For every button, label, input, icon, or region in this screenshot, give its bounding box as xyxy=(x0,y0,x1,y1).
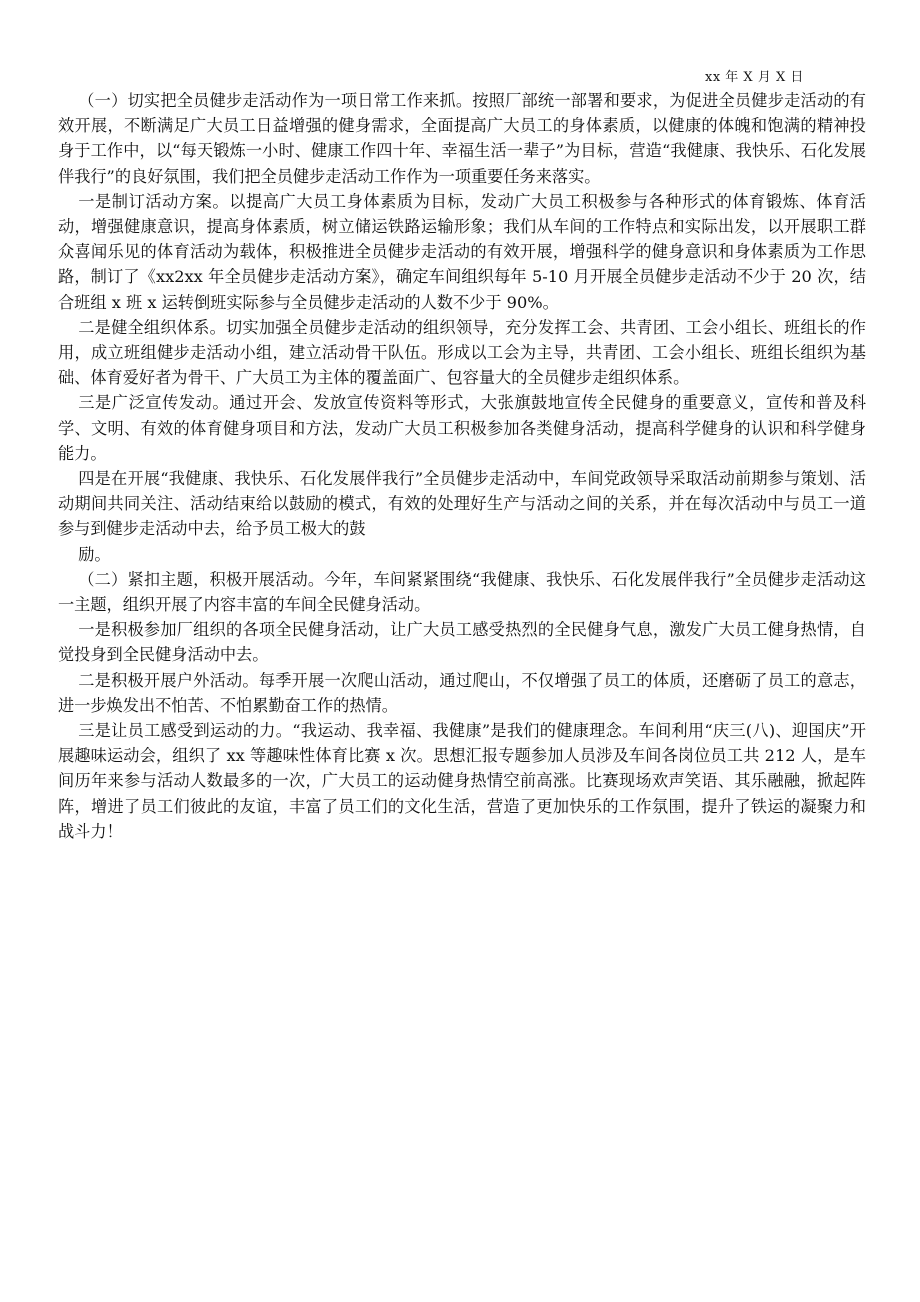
paragraph-continuation: 励。 xyxy=(78,544,111,564)
paragraph-factory-activities: 一是积极参加厂组织的各项全民健身活动，让广大员工感受热烈的全民健身气息，激发广大员工健身热情，自觉投身到全民健身活动中去。 xyxy=(58,620,866,665)
paragraph-section-2-intro: （二）紧扣主题，积极开展活动。今年，车间紧紧围绕“我健康、我快乐、石化发展伴我行”全员健步走活动这一主题，组织开展了内容丰富的车间全民健身活动。 xyxy=(58,569,866,615)
paragraph-publicity: 三是广泛宣传发动。通过开会、发放宣传资料等形式，大张旗鼓地宣传全民健身的重要意义，宣传和普及科学、文明、有效的体育健身项目和方法，发动广大员工积极参加各类健身活动，提高科学健身的认识和科学健身能力。 xyxy=(58,393,866,463)
paragraph-leadership-participation: 四是在开展“我健康、我快乐、石化发展伴我行”全员健步走活动中，车间党政领导采取活动前期参与策划、活动期间共同关注、活动结束给以鼓励的模式，有效的处理好生产与活动之间的关系，并在每次活动中与员工一道参与到健步走活动中去，给予员工极大的鼓 xyxy=(58,469,866,539)
document-date: xx 年 X 月 X 日 xyxy=(705,70,804,85)
paragraph-section-1-intro: （一）切实把全员健步走活动作为一项日常工作来抓。按照厂部统一部署和要求，为促进全员健步走活动的有效开展，不断满足广大员工日益增强的健身需求，全面提高广大员工的身体素质，以健康的体魄和饱满的精神投身于工作中，以“每天锻炼一小时、健康工作四十年、幸福生活一辈子”为目标，营造“我健康、我快乐、石化发展伴我行”的良好氛围，我们把全员健步走活动工作作为一项重要任务来落实。 xyxy=(58,91,866,186)
paragraph-organization-system: 二是健全组织体系。切实加强全员健步走活动的组织领导，充分发挥工会、共青团、工会小组长、班组长的作用，成立班组健步走活动小组，建立活动骨干队伍。形成以工会为主导，共青团、工会小组长、班组长组织为基础、体育爱好者为骨干、广大员工为主体的覆盖面广、包容量大的全员健步走组织体系。 xyxy=(58,317,866,388)
paragraph-outdoor-activities: 二是积极开展户外活动。每季开展一次爬山活动，通过爬山，不仅增强了员工的体质，还磨砺了员工的意志，进一步焕发出不怕苦、不怕累勤奋工作的热情。 xyxy=(58,670,866,715)
document-body xyxy=(58,88,866,844)
paragraph-activity-plan: 一是制订活动方案。以提高广大员工身体素质为目标，发动广大员工积极参与各种形式的体育锻炼、体育活动，增强健康意识，提高身体素质，树立储运铁路运输形象；我们从车间的工作特点和实际出发，以开展职工群众喜闻乐见的体育活动为载体，积极推进全员健步走活动的有效开展，增强科学的健身意识和身体素质为工作思路，制订了《xx2xx 年全员健步走活动方案》，确定车间组织每年 5-10 月开展全员健步走活动不少于 20 次，结合班组 x 班 x 运转倒班实际参与全员健步走活动的人数不少于 90%。 xyxy=(58,191,866,312)
paragraph-sports-meeting: 三是让员工感受到运动的力。“我运动、我幸福、我健康”是我们的健康理念。车间利用“庆三(八)、迎国庆”开展趣味运动会，组织了 xx 等趣味性体育比赛 x 次。思想汇报专题参加人员涉及车间各岗位员工共 212 人，是车间历年来参与活动人数最多的一次，广大员工的运动健身热情空前高涨。比赛现场欢声笑语、其乐融融，掀起阵阵，增进了员工们彼此的友谊，丰富了员工们的文化生活，营造了更加快乐的工作氛围，提升了铁运的凝聚力和战斗力！ xyxy=(58,721,866,841)
